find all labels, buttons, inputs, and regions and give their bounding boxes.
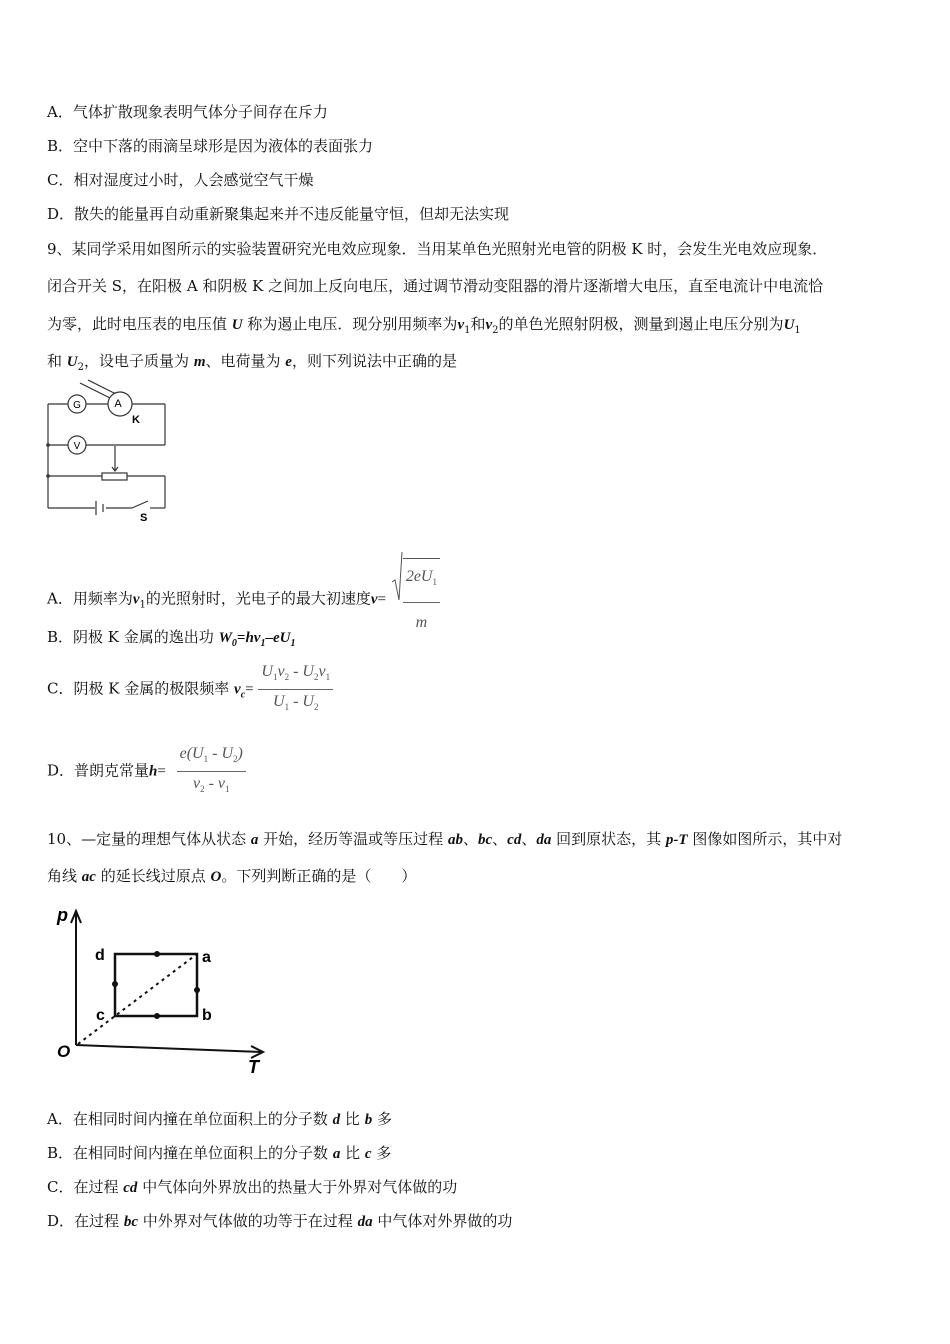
q9-stem-line2: 闭合开关 S，在阳极 A 和阴极 K 之间加上反向电压，通过调节滑动变阻器的滑片逐渐增大电压，直至电流计中电流恰 [47,277,824,295]
label-c: c [96,1007,105,1024]
q9-stem-line1: 9、某同学采用如图所示的实验装置研究光电效应现象．当用某单色光照射光电管的阴极 K 时，会发生光电效应现象． [47,240,828,258]
q8-option-d: D．散失的能量再自动重新聚集起来并不违反能量守恒，但却无法实现 [47,205,510,223]
q8-option-a: A．气体扩散现象表明气体分子间存在斥力 [47,103,328,121]
label-p: p [57,905,68,925]
fraction-cutoff-frequency: $\frac{U_1\nu_2 - U_2\nu_1}{U_1 - U_2}$ [258,662,333,717]
q8-option-b: B．空中下落的雨滴呈球形是因为液体的表面张力 [47,137,374,155]
rheostat-symbol [102,473,127,480]
q10-option-b: B．在相同时间内撞在单位面积上的分子数 a 比 c 多 [47,1144,392,1162]
label-b: b [202,1007,212,1024]
label-g: G [73,400,81,411]
label-s: S [140,512,148,524]
fraction-planck-constant: $\frac{e(U_1 - U_2)}{\nu_2 - \nu_1}$ [177,744,246,799]
q10-stem-line1: 10、—定量的理想气体从状态 a 开始，经历等温或等压过程 ab、bc、cd、da 回到原状态，其 p-T 图像如图所示，其中对 [47,830,843,848]
q9-option-b: B．阴极 K 金属的逸出功 $W_0=h\nu_1-eU_1$ [47,628,296,649]
q10-option-d: D．在过程 bc 中外界对气体做的功等于在过程 da 中气体对外界做的功 [47,1212,513,1230]
q9-option-a: A．用频率为$\nu_1$的光照射时，光电子的最大初速度v= $\frac{2eU_1}{m}$ [47,558,440,641]
label-o: O [57,1042,71,1061]
q10-option-c: C．在过程 cd 中气体向外界放出的热量大于外界对气体做的功 [47,1178,458,1196]
diagonal-ac [78,954,197,1044]
q9-stem-line3: 为零，此时电压表的电压值 U 称为遏止电压．现分别用频率为$\nu_1$和$\nu_2$的单色光照射阴极，测量到遏止电压分别为$U_1$ [47,315,801,336]
label-k: K [132,414,140,426]
q8-option-c: C．相对湿度过小时，人会感觉空气干燥 [47,171,314,189]
t-axis [76,1045,262,1052]
label-a: A [114,398,122,410]
q9-option-c: C．阴极 K 金属的极限频率 $\nu_c=$ $\frac{U_1\nu_2 - U_2\nu_1}{U_1 - U_2}$ [47,662,333,719]
p-t-graph [50,903,270,1078]
label-v: V [73,441,81,452]
q10-option-a: A．在相同时间内撞在单位面积上的分子数 d 比 b 多 [47,1110,392,1128]
label-t: T [248,1057,259,1077]
sqrt-expression: $\frac{2eU_1}{m}$ [391,558,440,641]
label-a: a [202,949,211,966]
photoelectric-circuit-diagram [40,378,175,528]
q9-option-d: D．普朗克常量h= $\frac{e(U_1 - U_2)}{\nu_2 - \nu_1}$ [47,744,246,799]
label-d: d [95,947,105,964]
q10-stem-line2: 角线 ac 的延长线过原点 O。下列判断正确的是（ ） [47,867,417,885]
q9-stem-line4: 和 $U_2$，设电子质量为 m、电荷量为 e，则下列说法中正确的是 [47,352,457,373]
